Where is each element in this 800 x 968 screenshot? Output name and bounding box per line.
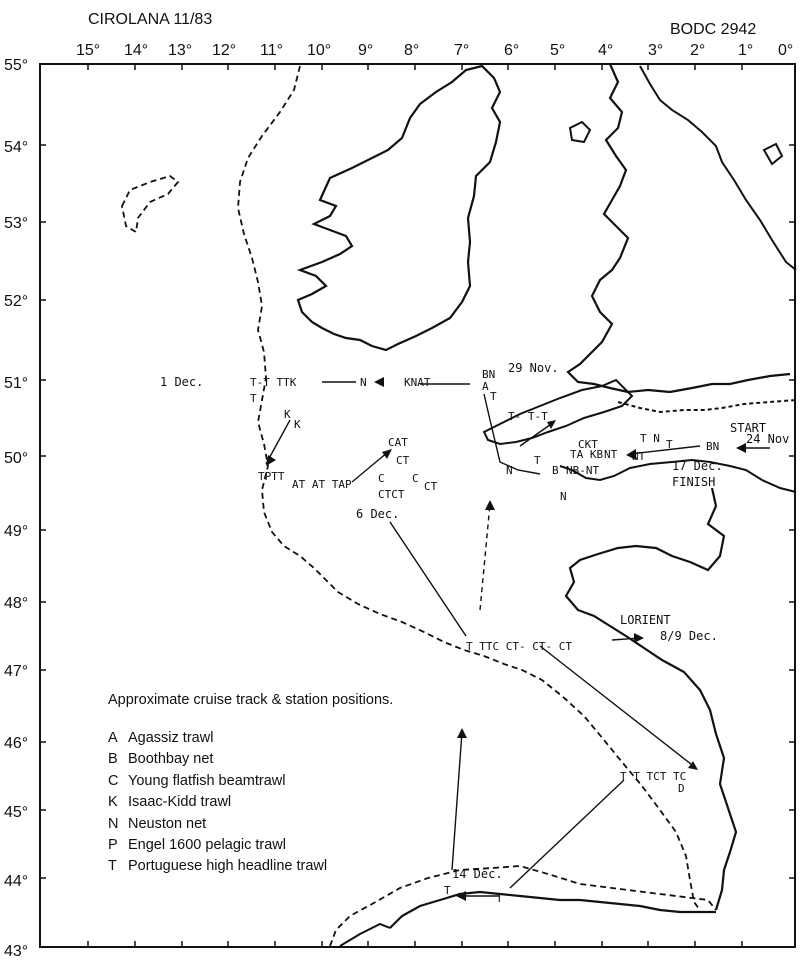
station-bay-row: T TTC CT- CT- CT bbox=[466, 640, 572, 653]
track-segment bbox=[540, 646, 696, 768]
legend-item bbox=[108, 730, 468, 751]
station-cat: CAT bbox=[388, 436, 408, 449]
legend-item bbox=[108, 773, 468, 794]
finish-label: FINISH bbox=[672, 475, 716, 489]
station-nt: NT bbox=[604, 448, 618, 461]
islet bbox=[764, 144, 782, 164]
station-t: T bbox=[666, 438, 673, 451]
ireland-coastline bbox=[298, 66, 500, 350]
legend-item bbox=[108, 794, 468, 815]
lat-label: 44° bbox=[4, 873, 29, 890]
legend-code: K bbox=[108, 794, 118, 811]
station-tn: T N bbox=[640, 432, 660, 445]
bodc-reference: BODC 2942 bbox=[670, 21, 757, 38]
arrowhead bbox=[736, 443, 746, 453]
arrowhead bbox=[382, 449, 392, 459]
date-29-nov: 29 Nov. bbox=[508, 361, 559, 375]
lon-label: 2° bbox=[690, 42, 706, 59]
station-t: T bbox=[490, 390, 497, 403]
date-8-9-dec: 8/9 Dec. bbox=[660, 629, 718, 643]
legend-label: Agassiz trawl bbox=[128, 730, 214, 746]
lon-label: 1° bbox=[738, 42, 754, 59]
station-n: N bbox=[506, 464, 513, 477]
legend-item bbox=[108, 837, 468, 858]
legend-item bbox=[108, 858, 468, 879]
station-ckt: CKT bbox=[578, 438, 598, 451]
arrowhead bbox=[634, 633, 644, 643]
lon-label: 5° bbox=[550, 42, 566, 59]
station-n: N bbox=[560, 490, 567, 503]
station-ttk: T-T TTK bbox=[250, 376, 297, 389]
arrowhead bbox=[456, 891, 466, 901]
legend-title: Approximate cruise track & station positions. bbox=[108, 692, 394, 708]
date-17-dec: 17 Dec. bbox=[672, 459, 723, 473]
isle-of-man bbox=[570, 122, 590, 142]
lon-label: 9° bbox=[358, 42, 374, 59]
legend-label: Neuston net bbox=[128, 815, 207, 832]
station-t: T bbox=[250, 392, 257, 405]
station-ta-kb: TA KB bbox=[570, 448, 604, 461]
station-t: T bbox=[496, 892, 503, 905]
station-d: D bbox=[678, 782, 685, 795]
station-ctct: CTCT bbox=[378, 488, 405, 501]
station-ct: CT bbox=[424, 480, 438, 493]
station-t: T bbox=[444, 884, 451, 897]
date-6-dec: 6 Dec. bbox=[356, 507, 400, 521]
france-west-coastline bbox=[566, 488, 736, 910]
lorient-label: LORIENT bbox=[620, 613, 671, 627]
lon-label: 15° bbox=[76, 42, 101, 59]
station-ct: CT bbox=[396, 454, 410, 467]
legend-label: Portuguese high headline trawl bbox=[128, 858, 328, 875]
lat-label: 52° bbox=[4, 293, 29, 310]
legend-code: T bbox=[108, 858, 117, 875]
lon-label: 12° bbox=[212, 42, 237, 59]
station-n: N bbox=[360, 376, 367, 389]
cornwall-coastline bbox=[484, 380, 632, 444]
lat-label: 49° bbox=[4, 523, 29, 540]
arrowhead bbox=[266, 455, 276, 466]
station-k: K bbox=[294, 418, 301, 431]
legend-code: C bbox=[108, 772, 119, 789]
lat-label: 51° bbox=[4, 375, 29, 392]
station-tptt: TPTT bbox=[258, 470, 285, 483]
lon-label: 10° bbox=[307, 42, 332, 59]
legend-code: B bbox=[108, 751, 118, 768]
legend-label: Engel 1600 pelagic trawl bbox=[128, 836, 286, 853]
legend-code: A bbox=[108, 730, 118, 746]
lon-label: 11° bbox=[260, 42, 284, 59]
station-c: C bbox=[412, 472, 419, 485]
britain-east-coastline bbox=[640, 66, 796, 270]
station-nt: NT bbox=[632, 450, 646, 463]
date-14-dec: 14 Dec. bbox=[452, 867, 503, 881]
station-bn: BN bbox=[482, 368, 496, 381]
lat-label: 54° bbox=[4, 139, 29, 156]
lat-label: 53° bbox=[4, 215, 29, 232]
legend-label: Boothbay net bbox=[128, 751, 214, 768]
cruise-title: CIROLANA 11/83 bbox=[88, 11, 213, 28]
track-segment bbox=[520, 422, 554, 446]
lat-label: 45° bbox=[4, 804, 29, 821]
station-b: B bbox=[552, 464, 559, 477]
lon-label: 3° bbox=[648, 42, 664, 59]
station-knat: KNAT bbox=[404, 376, 431, 389]
porcupine-bank bbox=[122, 176, 178, 232]
station-c: C bbox=[378, 472, 385, 485]
lon-label: 6° bbox=[504, 42, 520, 59]
start-label: START bbox=[730, 421, 767, 435]
track-segment bbox=[390, 522, 466, 636]
track-segment bbox=[480, 504, 490, 610]
lat-label: 43° bbox=[4, 943, 29, 960]
lat-label: 48° bbox=[4, 595, 29, 612]
lon-label: 4° bbox=[598, 42, 614, 59]
lat-label: 50° bbox=[4, 450, 29, 467]
legend-item bbox=[108, 816, 468, 837]
legend-item bbox=[108, 751, 468, 772]
legend-label: Isaac-Kidd trawl bbox=[128, 794, 232, 811]
legend-code: P bbox=[108, 836, 118, 853]
station-at-tap: AT AT TAP bbox=[292, 478, 352, 491]
lat-label: 46° bbox=[4, 735, 29, 752]
spain-north-coastline bbox=[390, 892, 716, 928]
station-nb-nt: NB-NT bbox=[566, 464, 600, 477]
lon-label: 8° bbox=[404, 42, 420, 59]
legend-code: N bbox=[108, 815, 119, 832]
lon-label: 7° bbox=[454, 42, 470, 59]
arrowhead bbox=[374, 377, 384, 387]
track-segment bbox=[484, 394, 540, 474]
spain-northwest-coastline bbox=[340, 924, 390, 946]
english-channel-coast bbox=[618, 400, 796, 412]
legend-label: Young flatfish beamtrawl bbox=[128, 772, 286, 789]
arrowhead bbox=[547, 420, 556, 429]
station-bn: BN bbox=[706, 440, 720, 453]
station-t: T bbox=[534, 454, 541, 467]
legend bbox=[108, 692, 468, 880]
lon-label: 13° bbox=[168, 42, 193, 59]
station-biscay-row: T T TCT TC bbox=[620, 770, 687, 783]
lon-label: 14° bbox=[124, 42, 149, 59]
date-1-dec: 1 Dec. bbox=[160, 375, 204, 389]
lat-label: 47° bbox=[4, 663, 29, 680]
track-segment bbox=[510, 780, 624, 888]
lon-label: 0° bbox=[778, 42, 794, 59]
date-24-nov: 24 Nov bbox=[746, 432, 790, 446]
station-k: K bbox=[284, 408, 291, 421]
station-t-t: T- T-T bbox=[508, 410, 548, 423]
lat-label: 55° bbox=[4, 57, 29, 74]
arrowhead bbox=[485, 500, 495, 510]
station-a: A bbox=[482, 380, 489, 393]
